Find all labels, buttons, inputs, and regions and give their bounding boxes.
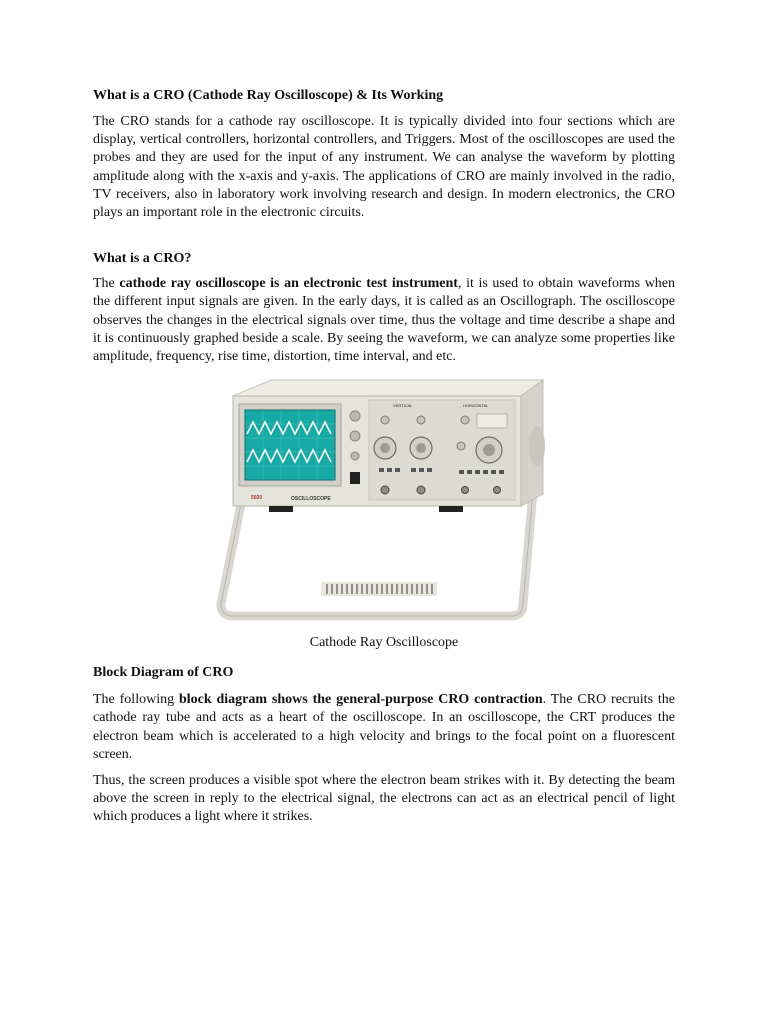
intro-paragraph: The CRO stands for a cathode ray oscilloscope. It is typically divided into four sections which are display, vertical controllers, horizontal controllers, and Triggers. Most of the oscilloscopes are used the probes and they are used for the input of any instrument. We can analyse the waveform by plotting amplitude along with the x-axis and y-axis. The applications of CRO are mainly involved in the radio, TV receivers, also in laboratory work involving research and design. In modern electronics, the CRO plays an important role in the electronic circuits. (93, 114, 675, 221)
definition-rest: , it is used to obtain waveforms when the different input signals are given. In the early days, it is called as an Oscillograph. The oscilloscope observes the changes in the electrical signals over time, thus the voltage and time describe a shape and it is continuously graphed beside a scale. By seeing the waveform, we can analyze some properties like amplitude, frequency, rise time, distortion, time interval, and etc. (93, 276, 676, 365)
ch2-position-knob (417, 416, 425, 424)
ext-trig-connector (462, 487, 469, 494)
model-label: 5020 (251, 495, 263, 502)
horizontal-label: HORIZONTAL (463, 403, 489, 409)
definition-bold: cathode ray oscilloscope is an electronic test instrument (119, 276, 458, 292)
h-position-knob (461, 416, 469, 424)
focus-knob (350, 431, 360, 441)
oscilloscope-image (93, 376, 675, 626)
block-para-prefix: The following (93, 692, 179, 708)
handle-pivot (529, 426, 545, 466)
trace-knob (351, 452, 359, 460)
front-foot-left (269, 506, 293, 512)
oscilloscope-figure (93, 376, 675, 626)
power-switch (350, 472, 360, 484)
crt-screen (245, 410, 335, 480)
section-heading-cro-working: What is a CRO (Cathode Ray Oscilloscope) & Its Working (93, 88, 444, 103)
ch2-input-connector (417, 486, 425, 494)
handle-grip (321, 582, 437, 596)
block-diagram-paragraph-2: Thus, the screen produces a visible spot where the electron beam strikes with it. By detecting the beam above the screen in reply to the electrical signal, the electrons can act as an electrical pencil of light which produces a light where it strikes. (93, 773, 675, 825)
block-para-rest: . The CRO recruits the cathode ray tube and acts as a heart of the oscilloscope. In an oscilloscope, the CRT produces the electron beam which is accelerated to a high velocity and brings to the focal point on a fluorescent screen. (93, 692, 675, 762)
block-para-bold: block diagram shows the general-purpose CRO contraction (178, 692, 543, 708)
ch1-position-knob (381, 416, 389, 424)
ch1-input-connector (381, 486, 389, 494)
level-knob (457, 442, 465, 450)
case-top (233, 380, 543, 396)
vertical-label: VERTICAL (393, 403, 413, 409)
definition-paragraph (93, 275, 675, 366)
block-diagram-paragraph-1 (93, 691, 675, 764)
section-heading-block-diagram: Block Diagram of CRO (93, 665, 234, 681)
intensity-knob (350, 411, 360, 421)
trigger-buttons (477, 414, 507, 428)
document-page (93, 86, 675, 827)
section-heading-what-is-cro: What is a CRO? (93, 251, 192, 267)
cal-connector (494, 487, 501, 494)
brand-label: OSCILLOSCOPE (291, 496, 331, 503)
figure-caption: Cathode Ray Oscilloscope (309, 635, 459, 651)
front-foot-right (439, 506, 463, 512)
definition-prefix: The (93, 276, 120, 292)
